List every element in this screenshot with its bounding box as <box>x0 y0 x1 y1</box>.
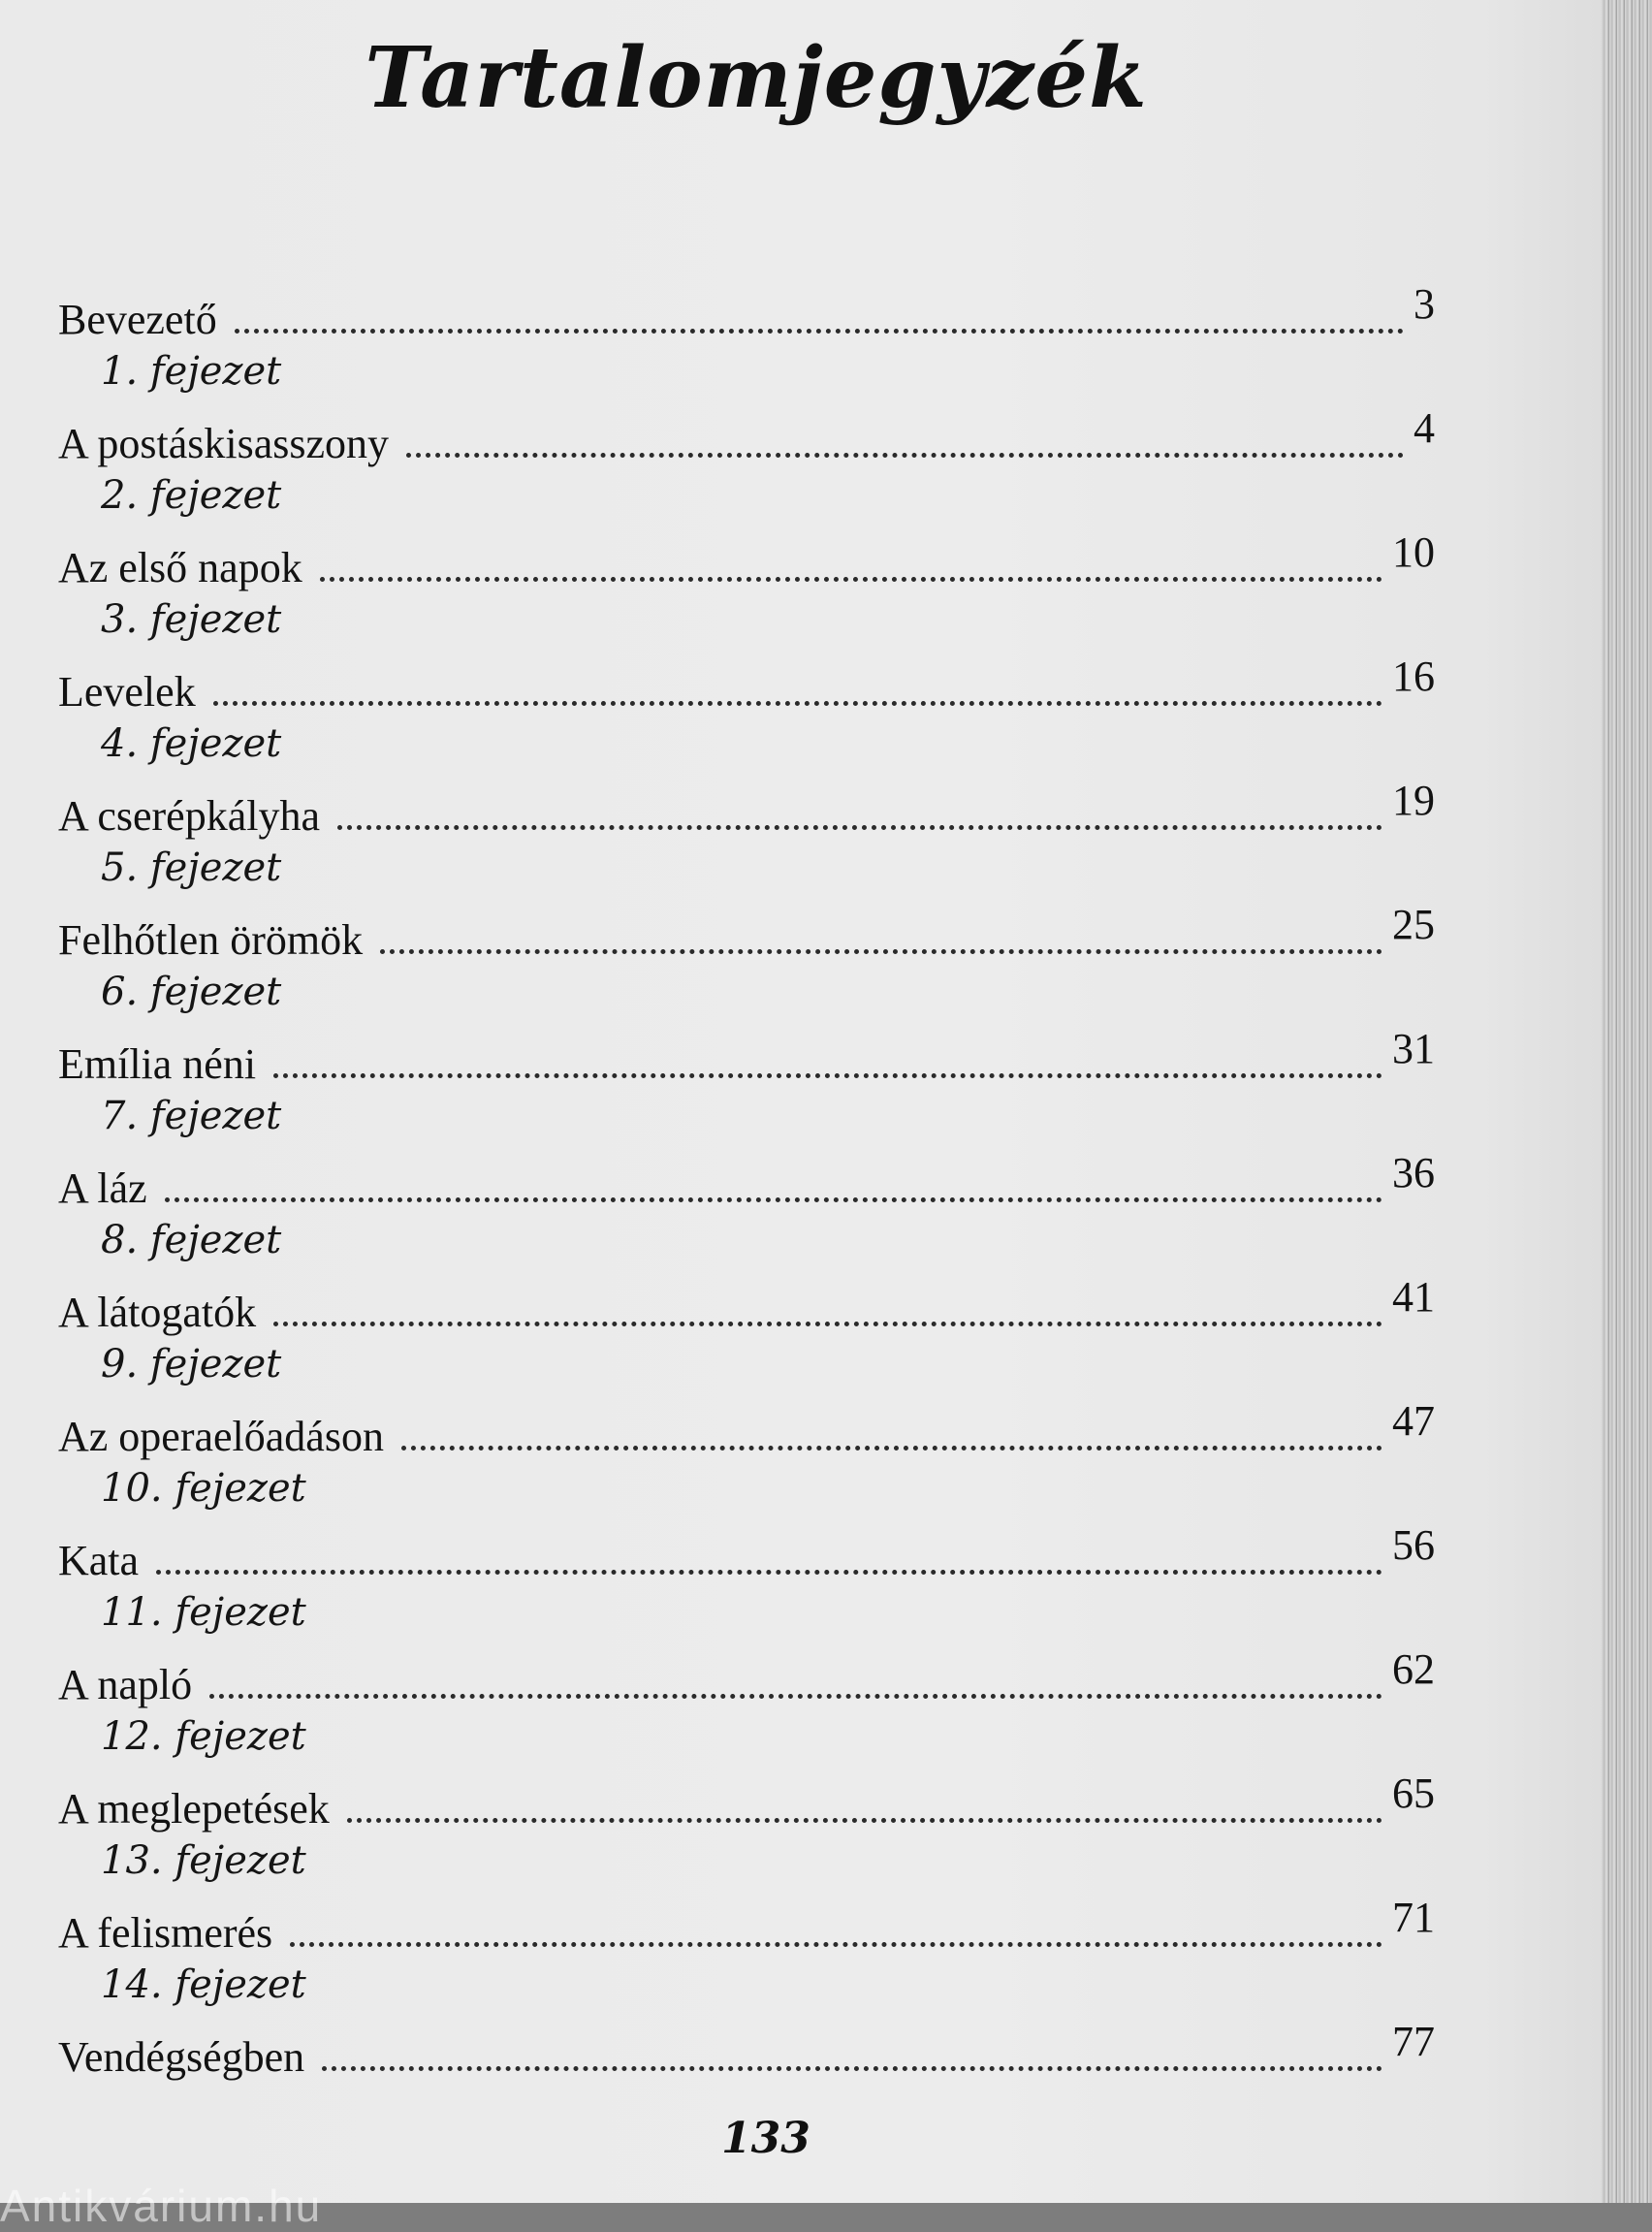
toc-entry-page: 56 <box>1392 1521 1435 1569</box>
chapter-label: 1. fejezet <box>101 349 282 394</box>
toc-entry-page: 36 <box>1392 1149 1435 1196</box>
chapter-label: 7. fejezet <box>101 1094 282 1138</box>
toc-entry-title: A cserépkályha <box>58 792 320 840</box>
chapter-label: 10. fejezet <box>101 1466 306 1511</box>
toc-entry <box>58 1637 1435 1712</box>
toc-entry <box>58 1264 1435 1340</box>
chapter-label: 4. fejezet <box>101 721 282 766</box>
toc-entry-page: 31 <box>1392 1025 1435 1072</box>
dot-leader <box>380 949 1382 954</box>
toc-entry-title: A látogatók <box>58 1289 257 1336</box>
toc-entry-page: 71 <box>1392 1894 1435 1941</box>
chapter-label: 5. fejezet <box>101 845 282 890</box>
dot-leader <box>347 1818 1382 1823</box>
toc-entry-title: A felismerés <box>58 1909 273 1957</box>
dot-leader <box>320 577 1382 582</box>
chapter-label: 11. fejezet <box>101 1590 306 1635</box>
toc-entry-title: A napló <box>58 1661 193 1708</box>
watermark: Antikvárium.hu <box>0 2181 323 2231</box>
chapter-label: 6. fejezet <box>101 970 282 1014</box>
toc-entry <box>58 644 1435 719</box>
toc-entry-page: 47 <box>1392 1397 1435 1445</box>
chapter-label: 14. fejezet <box>101 1962 306 2007</box>
toc-entry-page: 10 <box>1392 528 1435 576</box>
dot-leader <box>273 1322 1382 1326</box>
dot-leader <box>290 1942 1382 1947</box>
toc-entry <box>58 768 1435 844</box>
book-page-edge <box>1602 0 1652 2203</box>
chapter-label: 8. fejezet <box>101 1218 282 1262</box>
dot-leader <box>406 453 1404 458</box>
toc-entry-title: Felhőtlen örömök <box>58 916 364 964</box>
toc-entry-page: 62 <box>1392 1645 1435 1693</box>
page-title: Tartalomjegyzék <box>365 29 1148 127</box>
dot-leader <box>401 1446 1382 1451</box>
toc-entry-title: Emília néni <box>58 1040 257 1088</box>
dot-leader <box>322 2066 1382 2071</box>
toc-entry-title: A meglepetések <box>58 1785 330 1833</box>
toc-entry <box>58 271 1435 347</box>
page-number: 133 <box>721 2114 810 2163</box>
toc-entry <box>58 1016 1435 1092</box>
toc-entry <box>58 892 1435 968</box>
toc-entry-page: 4 <box>1414 404 1435 452</box>
toc-entry-page: 41 <box>1392 1273 1435 1321</box>
table-of-contents <box>58 271 1435 2085</box>
chapter-label: 9. fejezet <box>101 1342 282 1387</box>
toc-entry-title: Bevezető <box>58 296 217 343</box>
toc-entry <box>58 1513 1435 1588</box>
toc-entry-page: 77 <box>1392 2018 1435 2065</box>
toc-entry <box>58 1388 1435 1464</box>
dot-leader <box>337 825 1382 830</box>
dot-leader <box>165 1197 1382 1202</box>
toc-entry-title: A láz <box>58 1164 147 1212</box>
dot-leader <box>156 1570 1382 1575</box>
toc-entry <box>58 1761 1435 1836</box>
toc-entry-title: Vendégségben <box>58 2033 305 2081</box>
toc-entry <box>58 396 1435 471</box>
dot-leader <box>235 329 1404 334</box>
dot-leader <box>213 701 1382 706</box>
toc-entry-page: 25 <box>1392 901 1435 948</box>
toc-entry <box>58 2009 1435 2085</box>
toc-entry-page: 3 <box>1414 280 1435 328</box>
toc-entry-title: Az első napok <box>58 544 302 591</box>
dot-leader <box>209 1694 1382 1699</box>
chapter-label: 2. fejezet <box>101 473 282 518</box>
toc-entry <box>58 1140 1435 1216</box>
toc-entry <box>58 1885 1435 1961</box>
toc-entry-title: Levelek <box>58 668 196 716</box>
toc-entry-page: 19 <box>1392 777 1435 824</box>
chapter-label: 3. fejezet <box>101 597 282 642</box>
dot-leader <box>273 1073 1382 1078</box>
toc-entry-title: Kata <box>58 1537 140 1584</box>
chapter-label: 12. fejezet <box>101 1714 306 1759</box>
toc-entry-title: A postáskisasszony <box>58 420 389 467</box>
toc-entry-page: 16 <box>1392 653 1435 700</box>
toc-entry-title: Az operaelőadáson <box>58 1413 384 1460</box>
toc-entry <box>58 520 1435 595</box>
chapter-label: 13. fejezet <box>101 1838 306 1883</box>
toc-entry-page: 65 <box>1392 1770 1435 1817</box>
